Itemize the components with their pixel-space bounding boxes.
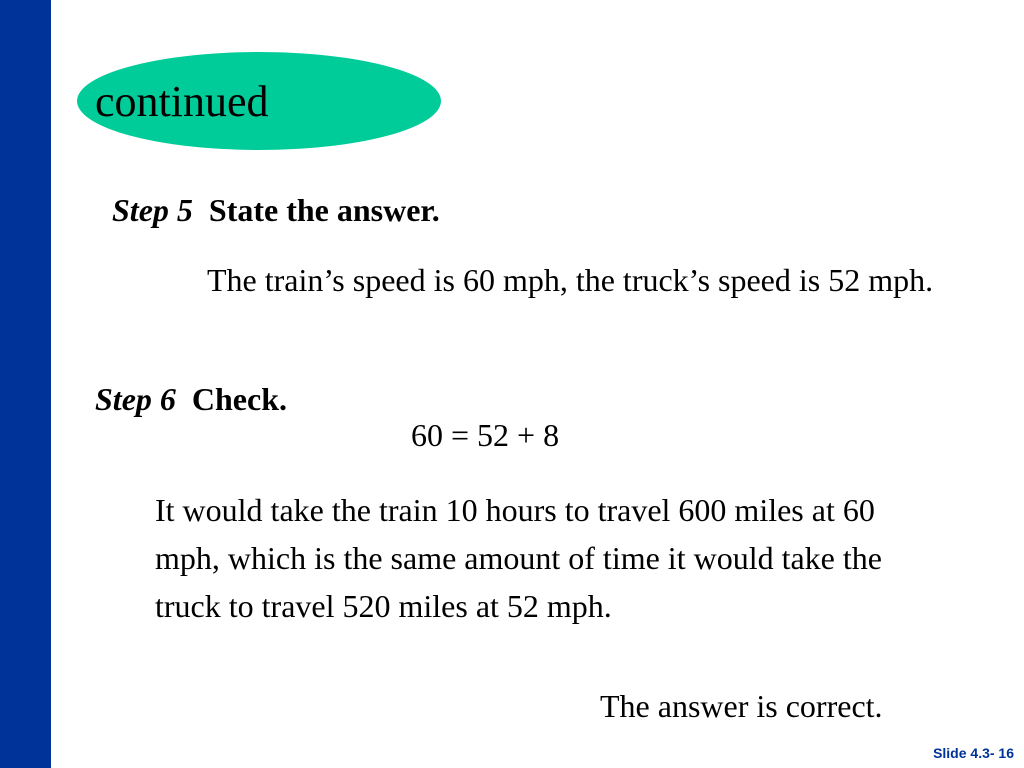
slide-number: Slide 4.3- 16 — [933, 745, 1014, 761]
step-5-answer-text: The train’s speed is 60 mph, the truck’s speed is 52 mph. — [207, 262, 934, 298]
step-6-heading — [95, 380, 287, 418]
step-5-title: State the answer. — [208, 192, 440, 228]
check-equation: 60 = 52 + 8 — [411, 417, 560, 453]
left-sidebar-bar — [0, 0, 51, 768]
conclusion-text: The answer is correct. — [600, 688, 883, 724]
step-5-label: Step 5 — [112, 192, 193, 228]
step-6-label: Step 6 — [95, 381, 176, 417]
step-6-title: Check. — [191, 381, 287, 417]
step-6-check-text: It would take the train 10 hours to travel 600 miles at 60 mph, which is the same amount of time it would take the truck to travel 520 miles at 52 mph. — [155, 492, 882, 624]
step-5-heading — [112, 191, 440, 229]
slide-title: continued — [95, 77, 269, 126]
